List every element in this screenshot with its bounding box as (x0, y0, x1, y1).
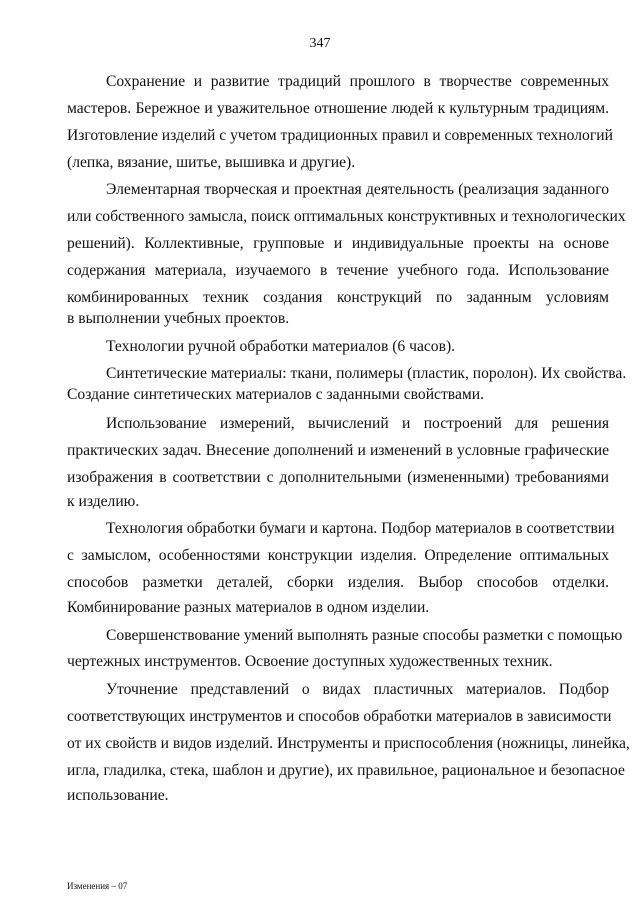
text-line: практических задач. Внесение дополнений и изменений в условные графические (67, 442, 609, 459)
text-line: игла, гладилка, стека, шаблон и другие), их правильное, рациональное и безопасное (67, 762, 625, 779)
text-line: способов разметки деталей, сборки изделия. Выбор способов отделки. (67, 574, 609, 591)
text-line: Использование измерений, вычислений и построений для решения (106, 415, 609, 432)
text-line: Создание синтетических материалов с заданными свойствами. (67, 386, 484, 403)
text-line: к изделию. (67, 493, 140, 510)
text-line: изображения в соответствии с дополнительными (измененными) требованиями (67, 469, 609, 486)
text-line: Совершенствование умений выполнять разные способы разметки с помощью (106, 627, 623, 644)
text-line: Сохранение и развитие традиций прошлого в творчестве современных (106, 73, 609, 90)
text-line: соответствующих инструментов и способов обработки материалов в зависимости (67, 708, 612, 725)
text-line: Комбинирование разных материалов в одном изделии. (67, 599, 430, 616)
text-line: (лепка, вязание, шитье, вышивка и другие). (67, 154, 356, 171)
text-line: Изготовление изделий с учетом традиционных правил и современных технологий (67, 127, 613, 144)
text-line: мастеров. Бережное и уважительное отношение людей к культурным традициям. (67, 100, 609, 117)
footer-note: Изменения – 07 (67, 881, 128, 891)
text-line: Технология обработки бумаги и картона. Подбор материалов в соответствии (106, 520, 615, 537)
page-number: 347 (309, 36, 331, 51)
text-line: от их свойств и видов изделий. Инструменты и приспособления (ножницы, линейка, (67, 735, 630, 752)
text-line: в выполнении учебных проектов. (67, 310, 290, 327)
text-line: использование. (67, 787, 169, 804)
text-line: решений). Коллективные, групповые и индивидуальные проекты на основе (67, 235, 609, 252)
text-line: Уточнение представлений о видах пластичных материалов. Подбор (106, 681, 609, 698)
text-line: Синтетические материалы: ткани, полимеры (пластик, поролон). Их свойства. (106, 365, 627, 382)
text-line: комбинированных техник создания конструкций по заданным условиям (67, 289, 609, 306)
text-line: чертежных инструментов. Освоение доступных художественных техник. (67, 653, 553, 670)
text-line: с замыслом, особенностями конструкции изделия. Определение оптимальных (67, 547, 609, 564)
text-line: или собственного замысла, поиск оптимальных конструктивных и технологических (67, 208, 626, 225)
section-heading: Технологии ручной обработки материалов (6 часов). (106, 338, 456, 355)
text-line: содержания материала, изучаемого в течение учебного года. Использование (67, 262, 609, 279)
text-line: Элементарная творческая и проектная деятельность (реализация заданного (106, 181, 609, 198)
